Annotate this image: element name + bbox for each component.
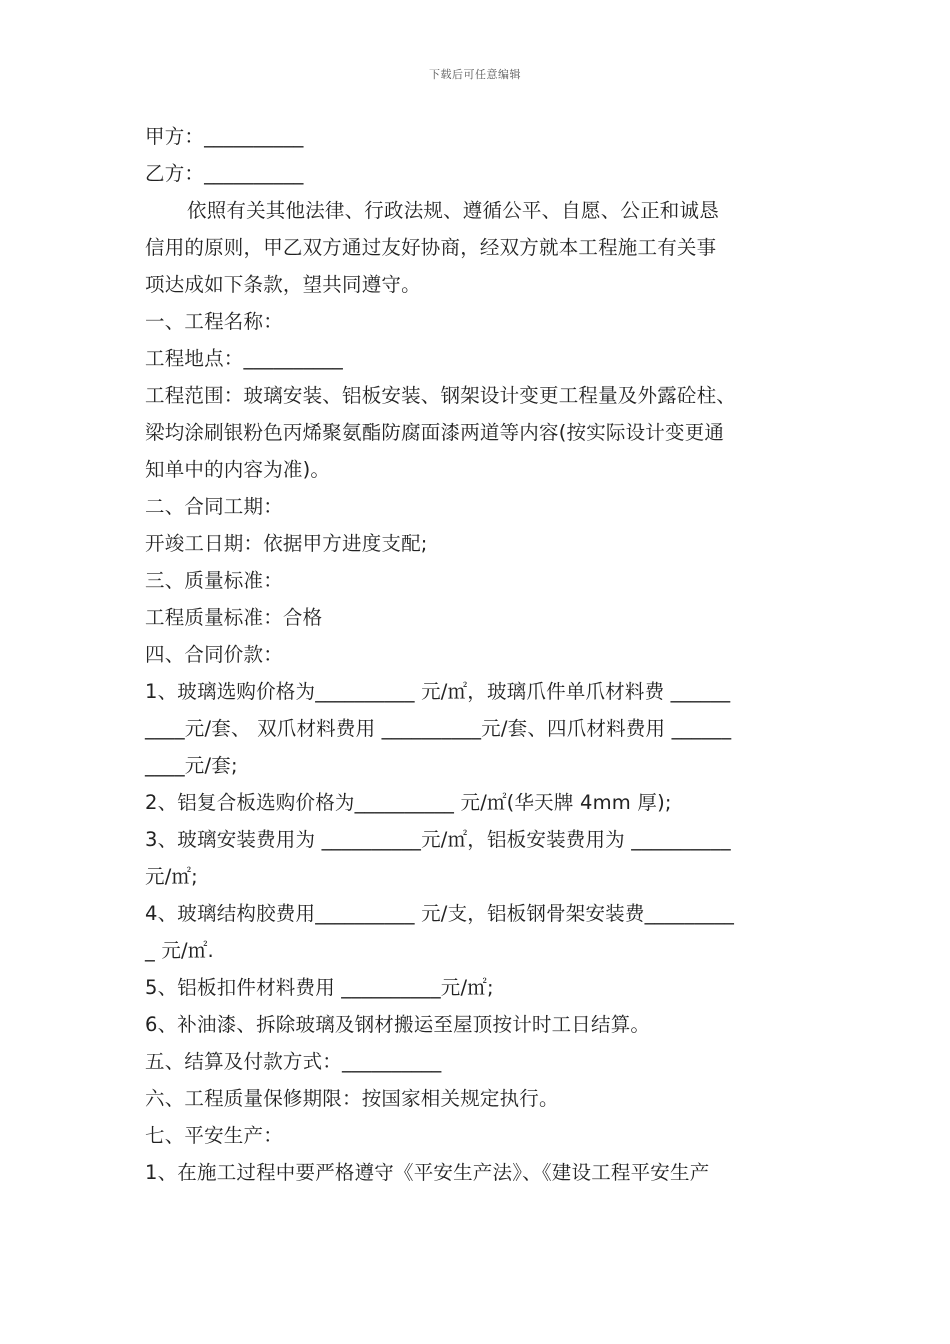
document-body <box>145 118 815 1191</box>
price-item-1-line-2: ____元/套、 双爪材料费用 __________元/套、四爪材料费用 ______ <box>145 717 732 740</box>
price-item-1-line-3: ____元/套; <box>145 754 238 777</box>
party-b-line: 乙方：__________ <box>145 162 304 185</box>
project-location-line: 工程地点：__________ <box>145 347 344 370</box>
start-end-date-line: 开竣工日期：依据甲方进度支配; <box>145 532 428 555</box>
party-a-line: 甲方：__________ <box>145 125 304 148</box>
price-item-2-line: 2、铝复合板选购价格为__________ 元/㎡(华天牌 4mm 厚); <box>145 791 672 814</box>
price-item-4-line-1: 4、玻璃结构胶费用__________ 元/支，铝板钢骨架安装费_________ <box>145 902 735 925</box>
price-item-6-line: 6、补油漆、拆除玻璃及钢材搬运至屋顶按计时工日结算。 <box>145 1013 651 1036</box>
price-item-4-line-2: _ 元/㎡. <box>145 939 214 962</box>
preamble-line-1: 依照有关其他法律、行政法规、遵循公平、自愿、公正和诚恳 <box>187 199 719 222</box>
price-item-3-line-2: 元/㎡; <box>145 865 198 888</box>
project-scope-line-2: 梁均涂刷银粉色丙烯聚氨酯防腐面漆两道等内容(按实际设计变更通 <box>145 421 725 444</box>
quality-standard-line: 工程质量标准：合格 <box>145 606 323 629</box>
section-quality-standard: 三、质量标准： <box>145 569 283 592</box>
safe-production-item-1-line: 1、在施工过程中要严格遵守《平安生产法》、《建设工程平安生产 <box>145 1161 710 1184</box>
page-header: 下载后可任意编辑 <box>429 68 521 81</box>
preamble-line-2: 信用的原则，甲乙双方通过友好协商，经双方就本工程施工有关事 <box>145 236 717 259</box>
project-scope-line-1: 工程范围：玻璃安装、铝板安装、钢架设计变更工程量及外露砼柱、 <box>145 384 737 407</box>
project-scope-line-3: 知单中的内容为准)。 <box>145 458 331 481</box>
section-project-name: 一、工程名称： <box>145 310 283 333</box>
price-item-3-line-1: 3、玻璃安装费用为 __________元/㎡，铝板安装费用为 __________ <box>145 828 731 851</box>
section-contract-price: 四、合同价款： <box>145 643 283 666</box>
section-safe-production: 七、平安生产： <box>145 1124 283 1147</box>
price-item-5-line: 5、铝板扣件材料费用 __________元/㎡; <box>145 976 494 999</box>
section-settlement-payment: 五、结算及付款方式：__________ <box>145 1050 442 1073</box>
section-contract-period: 二、合同工期： <box>145 495 283 518</box>
preamble-line-3: 项达成如下条款，望共同遵守。 <box>145 273 421 296</box>
section-warranty-period: 六、工程质量保修期限：按国家相关规定执行。 <box>145 1087 559 1110</box>
price-item-1-line-1: 1、玻璃选购价格为__________ 元/㎡，玻璃爪件单爪材料费 ______ <box>145 680 731 703</box>
